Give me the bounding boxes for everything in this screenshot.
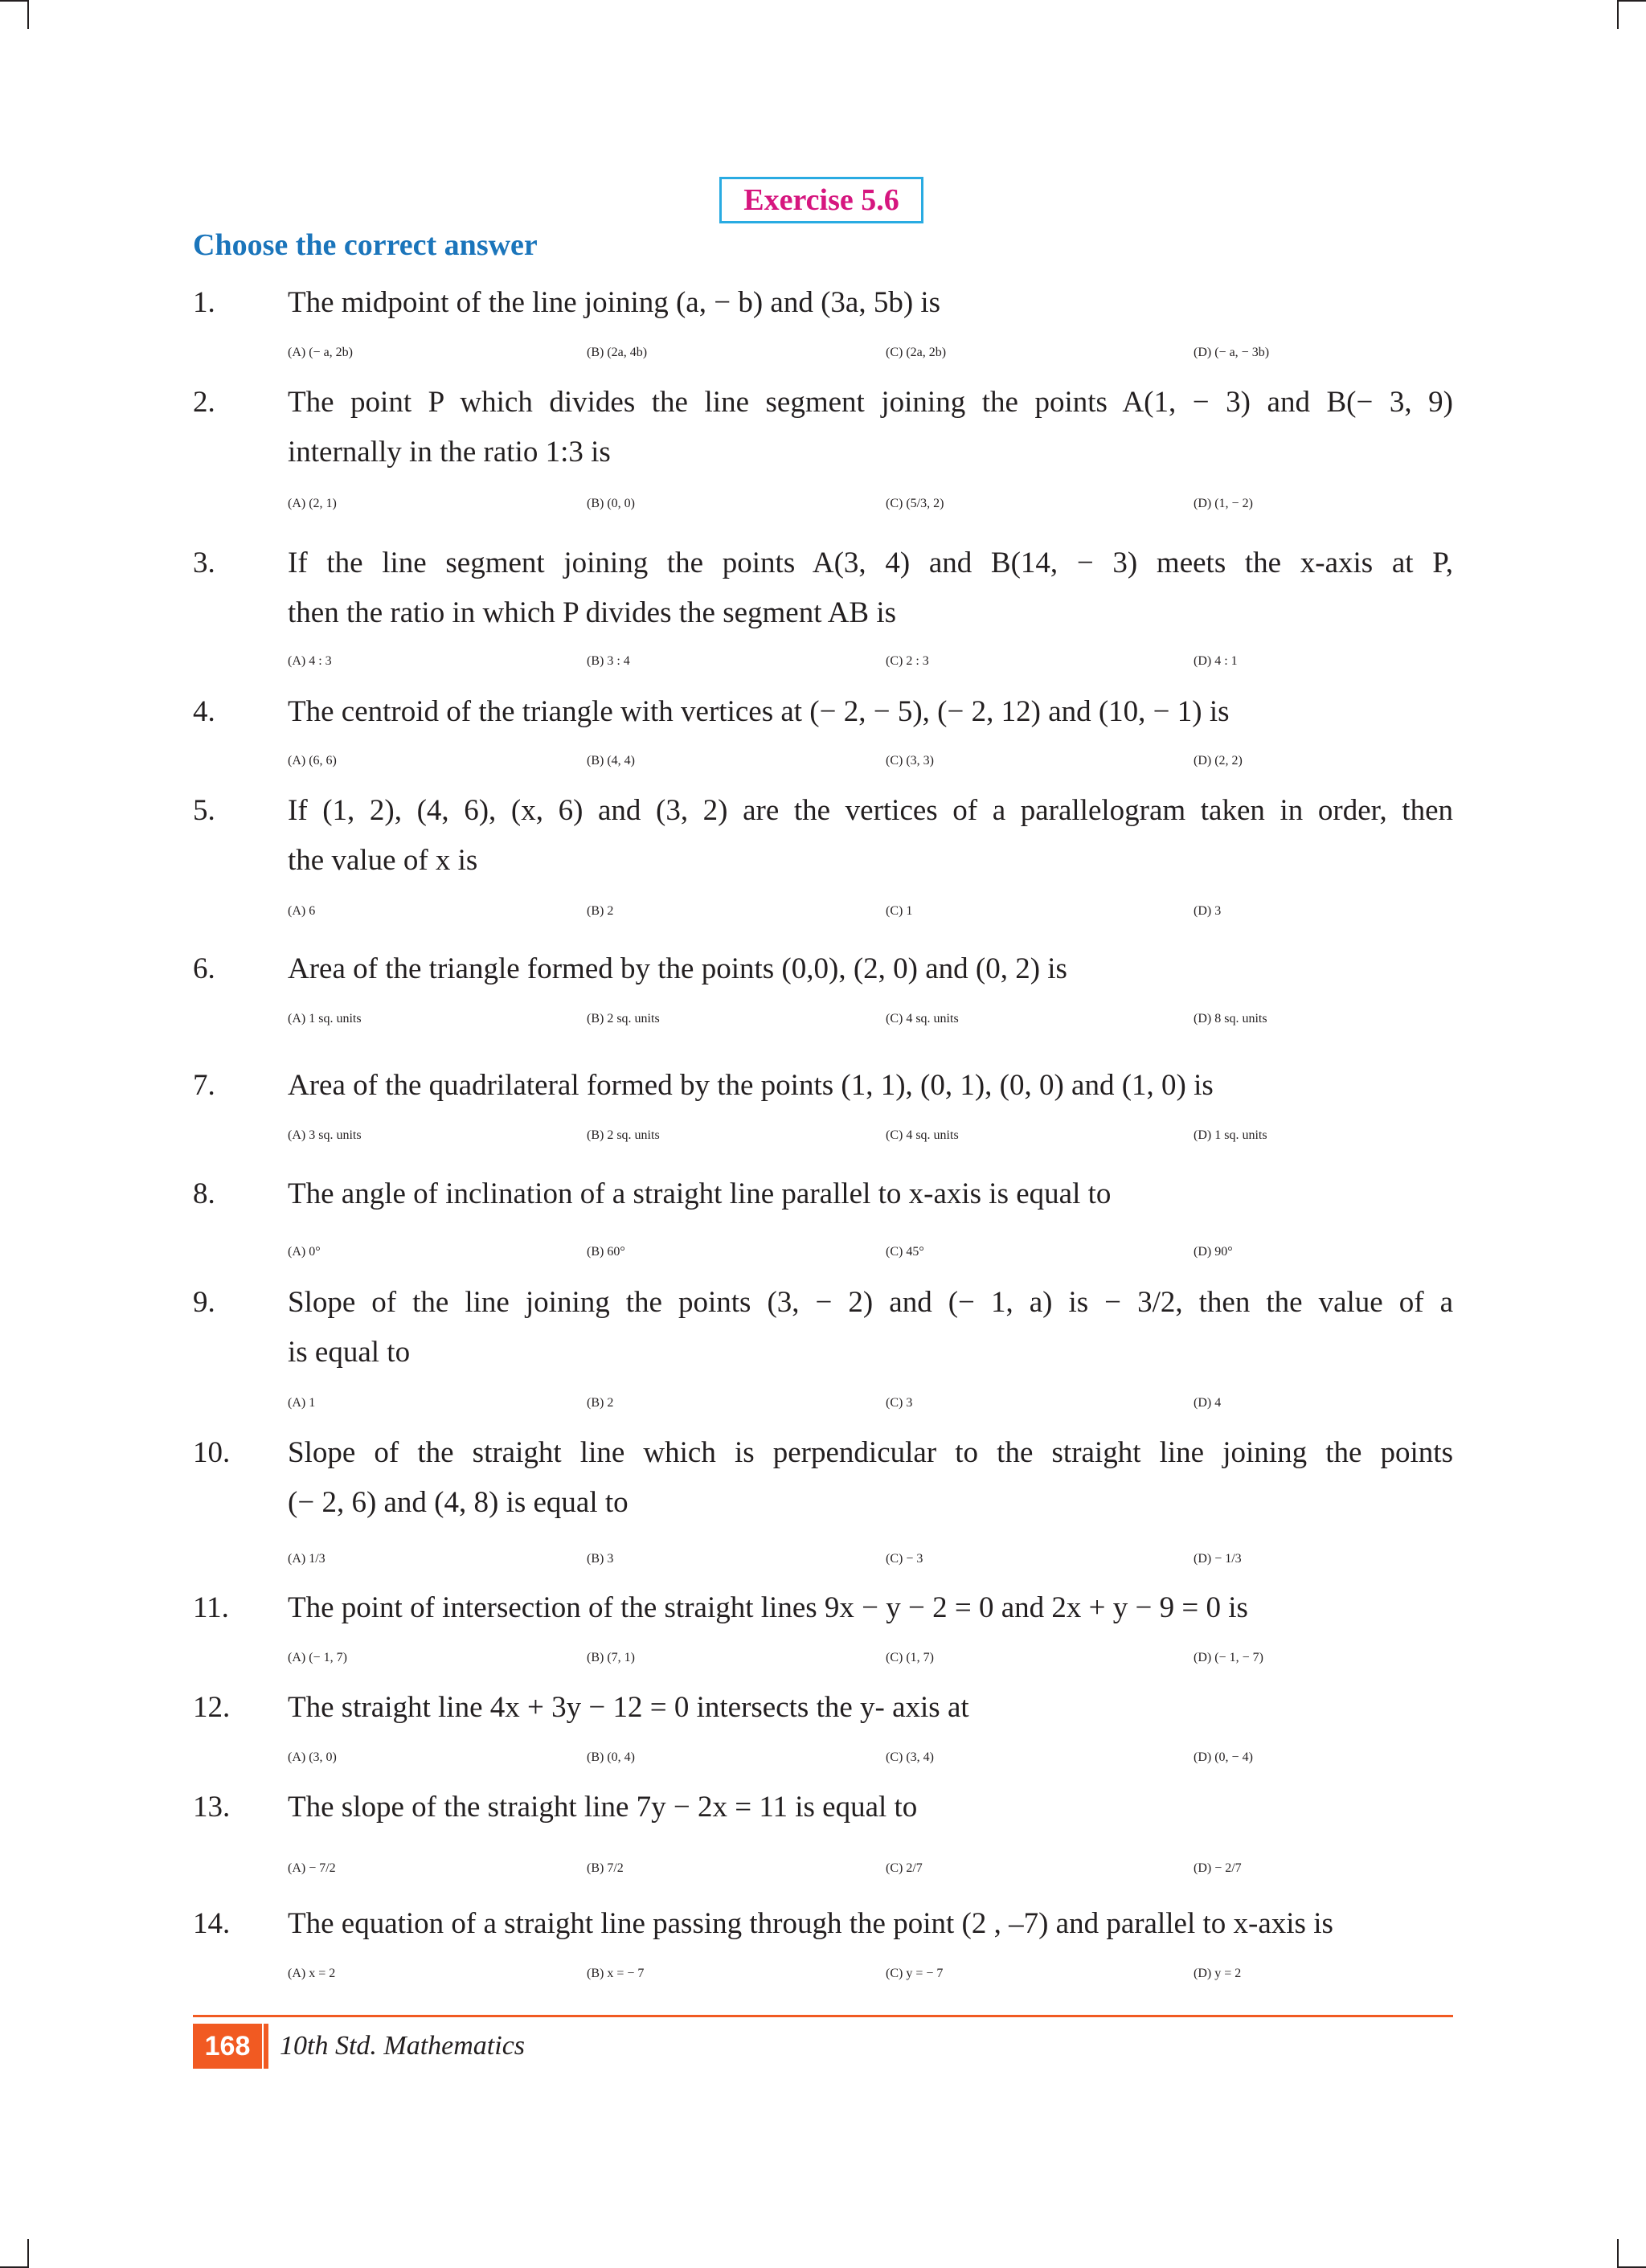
question-number: 5. <box>193 794 215 827</box>
answer-option[interactable]: (C) (2a, 2b) <box>886 346 947 359</box>
question-number: 11. <box>193 1591 229 1624</box>
question-text: If (1, 2), (4, 6), (x, 6) and (3, 2) are the vertices of a parallelogram taken in order, then <box>288 794 1453 827</box>
question-text: The straight line 4x + 3y − 12 = 0 intersects the y- axis at <box>288 1691 969 1724</box>
question-number: 8. <box>193 1177 215 1210</box>
answer-option[interactable]: (D) (− 1, − 7) <box>1194 1651 1263 1664</box>
question-text: is equal to <box>288 1336 411 1369</box>
answer-option[interactable]: (A) (3, 0) <box>288 1750 337 1764</box>
question-number: 4. <box>193 695 215 728</box>
answer-option[interactable]: (D) (0, − 4) <box>1194 1750 1253 1764</box>
answer-option[interactable]: (A) − 7/2 <box>288 1861 336 1875</box>
answer-option[interactable]: (C) 4 sq. units <box>886 1012 959 1026</box>
question-number: 7. <box>193 1069 215 1102</box>
answer-option[interactable]: (A) 1 <box>288 1396 316 1410</box>
answer-option[interactable]: (A) (− a, 2b) <box>288 346 353 359</box>
answer-option[interactable]: (B) 2 sq. units <box>587 1128 660 1142</box>
question-text: Slope of the straight line which is perpendicular to the straight line joining the points <box>288 1436 1453 1469</box>
crop-mark <box>27 0 29 29</box>
question-number: 13. <box>193 1791 231 1824</box>
answer-option[interactable]: (B) 3 : 4 <box>587 654 630 668</box>
answer-option[interactable]: (A) 3 sq. units <box>288 1128 362 1142</box>
answer-option[interactable]: (D) 4 : 1 <box>1194 654 1238 668</box>
answer-option[interactable]: (A) (6, 6) <box>288 754 337 768</box>
answer-option[interactable]: (D) 8 sq. units <box>1194 1012 1267 1026</box>
answer-option[interactable]: (D) (2, 2) <box>1194 754 1243 768</box>
answer-option[interactable]: (C) 1 <box>886 904 913 918</box>
answer-option[interactable]: (B) (4, 4) <box>587 754 635 768</box>
answer-option[interactable]: (C) 4 sq. units <box>886 1128 959 1142</box>
page-number-bar <box>264 2024 268 2069</box>
question-text: then the ratio in which P divides the segment AB is <box>288 596 897 629</box>
question-number: 10. <box>193 1436 231 1469</box>
question-text: The point P which divides the line segment joining the points A(1, − 3) and B(− 3, 9) <box>288 386 1453 419</box>
question-number: 6. <box>193 952 215 985</box>
question-number: 14. <box>193 1907 231 1940</box>
answer-option[interactable]: (A) 6 <box>288 904 316 918</box>
answer-option[interactable]: (D) − 2/7 <box>1194 1861 1242 1875</box>
answer-option[interactable]: (B) 2 sq. units <box>587 1012 660 1026</box>
answer-option[interactable]: (C) − 3 <box>886 1552 923 1566</box>
answer-option[interactable]: (D) y = 2 <box>1194 1967 1242 1980</box>
question-text: The slope of the straight line 7y − 2x = 11 is equal to <box>288 1791 918 1824</box>
answer-option[interactable]: (D) 3 <box>1194 904 1222 918</box>
answer-option[interactable]: (A) 4 : 3 <box>288 654 332 668</box>
answer-option[interactable]: (D) 1 sq. units <box>1194 1128 1267 1142</box>
answer-option[interactable]: (A) (− 1, 7) <box>288 1651 347 1664</box>
question-text: The centroid of the triangle with vertices at (− 2, − 5), (− 2, 12) and (10, − 1) is <box>288 695 1230 728</box>
answer-option[interactable]: (B) 7/2 <box>587 1861 624 1875</box>
question-number: 3. <box>193 547 215 579</box>
answer-option[interactable]: (C) y = − 7 <box>886 1967 944 1980</box>
answer-option[interactable]: (D) 4 <box>1194 1396 1222 1410</box>
answer-option[interactable]: (C) 2/7 <box>886 1861 923 1875</box>
answer-option[interactable]: (B) (7, 1) <box>587 1651 635 1664</box>
answer-option[interactable]: (C) (3, 4) <box>886 1750 934 1764</box>
answer-option[interactable]: (C) (3, 3) <box>886 754 934 768</box>
answer-option[interactable]: (B) 2 <box>587 904 614 918</box>
answer-option[interactable]: (D) (1, − 2) <box>1194 497 1253 510</box>
answer-option[interactable]: (C) (1, 7) <box>886 1651 934 1664</box>
answer-option[interactable]: (C) 2 : 3 <box>886 654 929 668</box>
answer-option[interactable]: (A) 1 sq. units <box>288 1012 362 1026</box>
answer-option[interactable]: (D) (− a, − 3b) <box>1194 346 1270 359</box>
exercise-title: Exercise 5.6 <box>743 183 899 217</box>
question-text: If the line segment joining the points A(3, 4) and B(14, − 3) meets the x-axis at P, <box>288 547 1453 579</box>
answer-option[interactable]: (A) x = 2 <box>288 1967 336 1980</box>
question-text: Area of the quadrilateral formed by the points (1, 1), (0, 1), (0, 0) and (1, 0) is <box>288 1069 1214 1102</box>
answer-option[interactable]: (B) 60° <box>587 1245 625 1259</box>
answer-option[interactable]: (B) 2 <box>587 1396 614 1410</box>
question-text: Area of the triangle formed by the points (0,0), (2, 0) and (0, 2) is <box>288 952 1067 985</box>
crop-mark <box>1617 0 1619 29</box>
question-text: (− 2, 6) and (4, 8) is equal to <box>288 1486 629 1519</box>
question-number: 12. <box>193 1691 231 1724</box>
footer-rule <box>193 2015 1453 2017</box>
question-text: The equation of a straight line passing through the point (2 , –7) and parallel to x-axis is <box>288 1907 1333 1940</box>
answer-option[interactable]: (C) 45° <box>886 1245 924 1259</box>
answer-option[interactable]: (A) 0° <box>288 1245 321 1259</box>
page-number: 168 <box>193 2024 262 2069</box>
answer-option[interactable]: (B) 3 <box>587 1552 614 1566</box>
answer-option[interactable]: (D) 90° <box>1194 1245 1233 1259</box>
answer-option[interactable]: (C) (5/3, 2) <box>886 497 944 510</box>
question-text: Slope of the line joining the points (3, − 2) and (− 1, a) is − 3/2, then the value of a <box>288 1286 1453 1319</box>
answer-option[interactable]: (A) (2, 1) <box>288 497 337 510</box>
question-number: 1. <box>193 286 215 319</box>
question-number: 9. <box>193 1286 215 1319</box>
question-text: The point of intersection of the straight lines 9x − y − 2 = 0 and 2x + y − 9 = 0 is <box>288 1591 1248 1624</box>
answer-option[interactable]: (B) (2a, 4b) <box>587 346 648 359</box>
answer-option[interactable]: (D) − 1/3 <box>1194 1552 1242 1566</box>
book-title: 10th Std. Mathematics <box>280 2031 526 2061</box>
answer-option[interactable]: (A) 1/3 <box>288 1552 326 1566</box>
question-text: The midpoint of the line joining (a, − b) and (3a, 5b) is <box>288 286 941 319</box>
answer-option[interactable]: (B) (0, 0) <box>587 497 635 510</box>
question-text: internally in the ratio 1:3 is <box>288 436 611 469</box>
question-text: The angle of inclination of a straight line parallel to x-axis is equal to <box>288 1177 1112 1210</box>
answer-option[interactable]: (B) x = − 7 <box>587 1967 645 1980</box>
crop-mark <box>1617 2239 1619 2268</box>
exercise-title-box <box>719 177 923 223</box>
question-number: 2. <box>193 386 215 419</box>
crop-mark <box>27 2239 29 2268</box>
crop-mark <box>0 0 29 2</box>
question-text: the value of x is <box>288 844 478 877</box>
instruction-heading: Choose the correct answer <box>193 228 538 262</box>
answer-option[interactable]: (B) (0, 4) <box>587 1750 635 1764</box>
crop-mark <box>1617 0 1646 2</box>
answer-option[interactable]: (C) 3 <box>886 1396 913 1410</box>
